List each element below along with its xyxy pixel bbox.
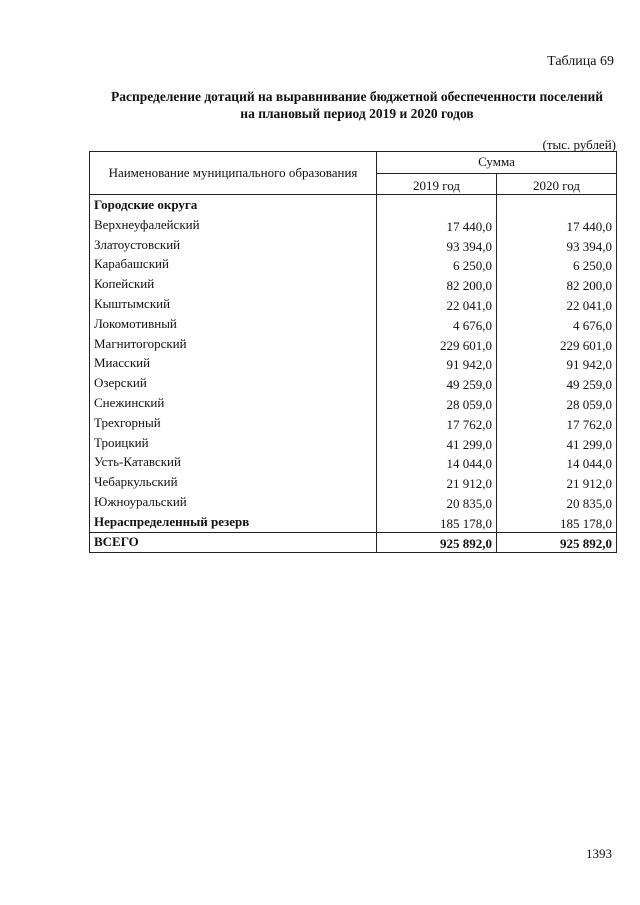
table-row xyxy=(90,433,617,453)
table-row xyxy=(90,413,617,433)
section-label: Городские округа xyxy=(90,195,377,216)
table-row xyxy=(90,314,617,334)
reserve-label: Нераспределенный резерв xyxy=(90,512,377,532)
total-value-2020: 925 892,0 xyxy=(496,532,616,552)
row-name: Усть-Катавский xyxy=(90,453,377,473)
table-row xyxy=(90,215,617,235)
row-value-2020: 21 912,0 xyxy=(496,472,616,492)
table-row xyxy=(90,453,617,473)
header-sum: Сумма xyxy=(376,152,616,174)
row-value-2020: 229 601,0 xyxy=(496,334,616,354)
table-row xyxy=(90,472,617,492)
row-value-2019: 17 762,0 xyxy=(376,413,496,433)
header-year-2019: 2019 год xyxy=(376,173,496,195)
row-value-2020: 4 676,0 xyxy=(496,314,616,334)
total-row xyxy=(90,532,617,552)
row-value-2020: 82 200,0 xyxy=(496,274,616,294)
row-value-2019: 93 394,0 xyxy=(376,235,496,255)
row-value-2019: 229 601,0 xyxy=(376,334,496,354)
row-name: Миасский xyxy=(90,354,377,374)
row-value-2020: 22 041,0 xyxy=(496,294,616,314)
table-row xyxy=(90,492,617,512)
row-value-2019: 6 250,0 xyxy=(376,255,496,275)
row-value-2020: 49 259,0 xyxy=(496,373,616,393)
row-name: Локомотивный xyxy=(90,314,377,334)
document-title xyxy=(92,88,622,122)
row-value-2020: 41 299,0 xyxy=(496,433,616,453)
row-value-2019: 20 835,0 xyxy=(376,492,496,512)
row-value-2019: 4 676,0 xyxy=(376,314,496,334)
table-row xyxy=(90,334,617,354)
row-value-2020: 6 250,0 xyxy=(496,255,616,275)
table-row xyxy=(90,354,617,374)
row-value-2019: 49 259,0 xyxy=(376,373,496,393)
table-row xyxy=(90,393,617,413)
row-value-2019: 91 942,0 xyxy=(376,354,496,374)
row-name: Верхнеуфалейский xyxy=(90,215,377,235)
section-row xyxy=(90,195,617,216)
row-name: Чебаркульский xyxy=(90,472,377,492)
table-number: Таблица 69 xyxy=(547,54,614,69)
row-value-2019: 17 440,0 xyxy=(376,215,496,235)
subsidies-table xyxy=(89,151,617,553)
row-value-2019: 14 044,0 xyxy=(376,453,496,473)
row-name: Южноуральский xyxy=(90,492,377,512)
row-name: Троицкий xyxy=(90,433,377,453)
row-name: Магнитогорский xyxy=(90,334,377,354)
row-value-2019: 41 299,0 xyxy=(376,433,496,453)
page-number: 1393 xyxy=(586,846,612,861)
row-value-2020: 20 835,0 xyxy=(496,492,616,512)
table-row xyxy=(90,255,617,275)
row-value-2019: 82 200,0 xyxy=(376,274,496,294)
row-value-2019: 22 041,0 xyxy=(376,294,496,314)
row-value-2020: 14 044,0 xyxy=(496,453,616,473)
reserve-value-2019: 185 178,0 xyxy=(376,512,496,532)
table-row xyxy=(90,373,617,393)
row-value-2019: 21 912,0 xyxy=(376,472,496,492)
row-value-2020: 28 059,0 xyxy=(496,393,616,413)
row-value-2020: 93 394,0 xyxy=(496,235,616,255)
title-line-2: на плановый период 2019 и 2020 годов xyxy=(240,106,474,121)
reserve-value-2020: 185 178,0 xyxy=(496,512,616,532)
table-row xyxy=(90,235,617,255)
row-name: Карабашский xyxy=(90,255,377,275)
row-name: Снежинский xyxy=(90,393,377,413)
header-year-2020: 2020 год xyxy=(496,173,616,195)
table-row xyxy=(90,294,617,314)
header-name: Наименование муниципального образования xyxy=(90,152,377,195)
total-label: ВСЕГО xyxy=(90,532,377,552)
row-name: Копейский xyxy=(90,274,377,294)
row-value-2019: 28 059,0 xyxy=(376,393,496,413)
row-name: Трехгорный xyxy=(90,413,377,433)
total-value-2019: 925 892,0 xyxy=(376,532,496,552)
row-value-2020: 91 942,0 xyxy=(496,354,616,374)
row-name: Кыштымский xyxy=(90,294,377,314)
row-name: Златоустовский xyxy=(90,235,377,255)
row-value-2020: 17 440,0 xyxy=(496,215,616,235)
reserve-row xyxy=(90,512,617,532)
table-row xyxy=(90,274,617,294)
units-note: (тыс. рублей) xyxy=(542,137,616,152)
title-line-1: Распределение дотаций на выравнивание бюджетной обеспеченности поселений xyxy=(110,89,604,104)
row-name: Озерский xyxy=(90,373,377,393)
row-value-2020: 17 762,0 xyxy=(496,413,616,433)
